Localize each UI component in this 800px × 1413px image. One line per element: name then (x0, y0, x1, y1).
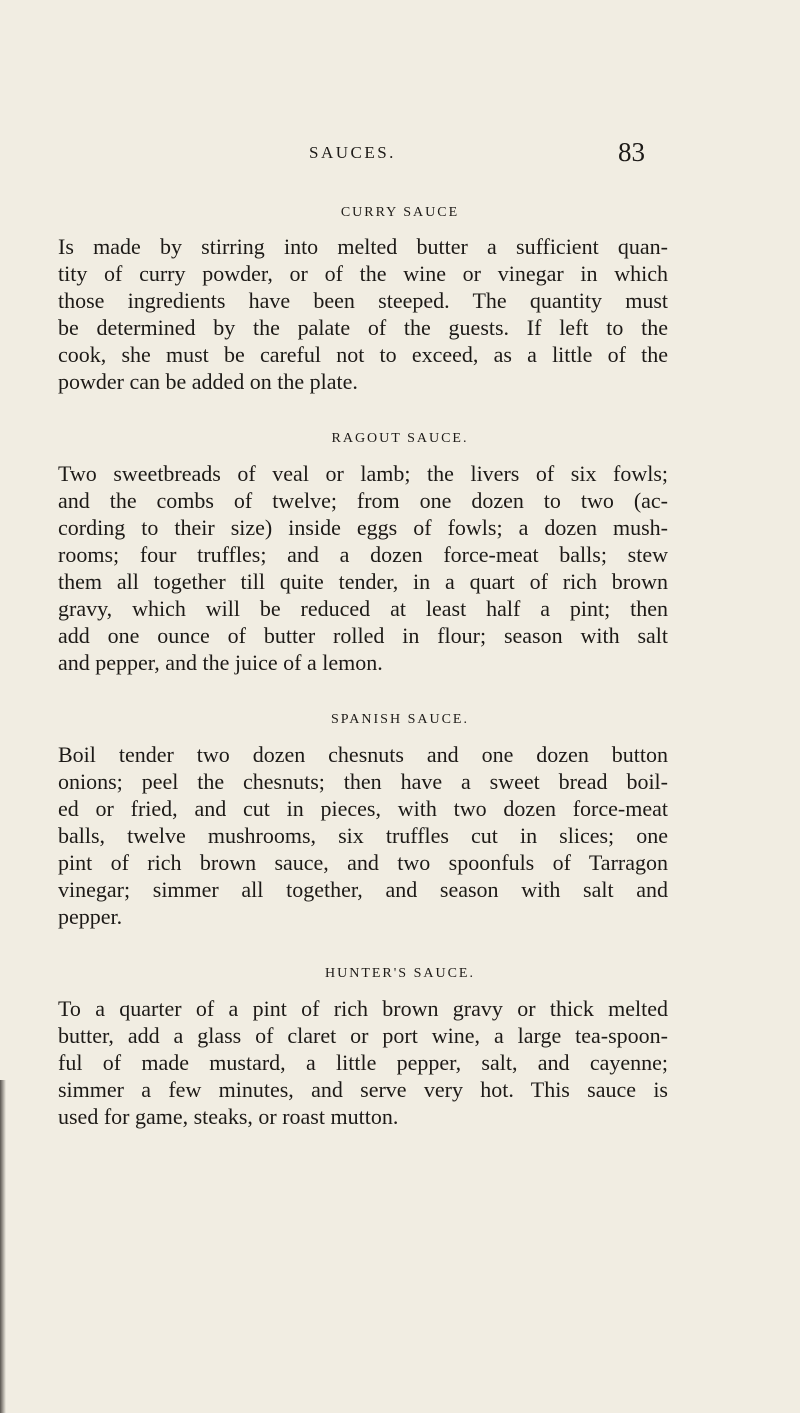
section-heading-spanish-sauce: SPANISH SAUCE. (331, 712, 469, 727)
paragraph-line: pint of rich brown sauce, and two spoonfuls of Tarragon (58, 850, 668, 875)
paragraph-line: and pepper, and the juice of a lemon. (58, 650, 383, 675)
paragraph-line: simmer a few minutes, and serve very hot. This sauce is (58, 1077, 668, 1102)
paragraph-line: To a quarter of a pint of rich brown gravy or thick melted (58, 996, 668, 1021)
paragraph-line: them all together till quite tender, in a quart of rich brown (58, 569, 668, 594)
section-heading-ragout-sauce: RAGOUT SAUCE. (331, 431, 469, 446)
paragraph-line: ful of made mustard, a little pepper, salt, and cayenne; (58, 1050, 668, 1075)
paragraph-line: tity of curry powder, or of the wine or vinegar in which (58, 261, 668, 286)
running-title: SAUCES. (309, 143, 396, 162)
paragraph-line: and the combs of twelve; from one dozen to two (ac- (58, 488, 668, 513)
paragraph-line: vinegar; simmer all together, and season with salt and (58, 877, 668, 902)
paragraph-line: Two sweetbreads of veal or lamb; the livers of six fowls; (58, 461, 668, 486)
paragraph-line: be determined by the palate of the guests. If left to the (58, 315, 668, 340)
section-heading-curry-sauce: CURRY SAUCE (340, 205, 460, 220)
paragraph-line: cording to their size) inside eggs of fowls; a dozen mush- (58, 515, 668, 540)
paragraph-line: cook, she must be careful not to exceed, as a little of the (58, 342, 668, 367)
paragraph-line: used for game, steaks, or roast mutton. (58, 1104, 399, 1129)
paragraph-line: pepper. (58, 904, 123, 929)
paragraph-line: gravy, which will be reduced at least half a pint; then (58, 596, 668, 621)
section-heading-hunters-sauce: HUNTER'S SAUCE. (325, 966, 475, 981)
paragraph-line: balls, twelve mushrooms, six truffles cut in slices; one (58, 823, 668, 848)
paragraph-line: those ingredients have been steeped. The quantity must (58, 288, 668, 313)
paragraph-line: ed or fried, and cut in pieces, with two dozen force-meat (58, 796, 668, 821)
paragraph-line: onions; peel the chesnuts; then have a sweet bread boil- (58, 769, 668, 794)
paragraph-line: powder can be added on the plate. (58, 369, 358, 394)
binding-shadow (0, 1080, 6, 1413)
paragraph-line: add one ounce of butter rolled in flour; season with salt (58, 623, 668, 648)
paragraph-line: butter, add a glass of claret or port wine, a large tea-spoon- (58, 1023, 668, 1048)
page-number: 83 (618, 137, 645, 167)
paragraph-line: rooms; four truffles; and a dozen force-meat balls; stew (58, 542, 668, 567)
paragraph-line: Is made by stirring into melted butter a sufficient quan- (58, 234, 668, 259)
running-head (0, 137, 800, 173)
paragraph-line: Boil tender two dozen chesnuts and one dozen button (58, 742, 668, 767)
